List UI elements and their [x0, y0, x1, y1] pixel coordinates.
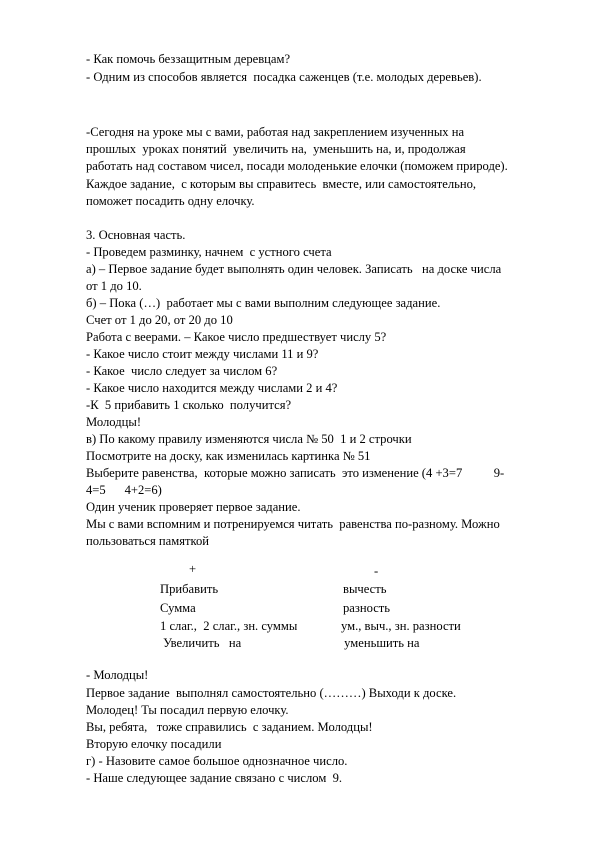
minus-sign: -	[374, 564, 379, 578]
plus-sign: +	[189, 562, 197, 576]
text-line: - Какое число находится между числами 2 и 4?	[86, 381, 338, 395]
text-line: Вы, ребята, тоже справились с заданием. Молодцы!	[86, 720, 373, 734]
text-line: - Какое число следует за числом 6?	[86, 364, 278, 378]
text-line: прошлых уроках понятий увеличить на, уменьшить на, и, продолжая	[86, 142, 466, 156]
text-line: - Какое число стоит между числами 11 и 9?	[86, 347, 319, 361]
text-line: - Как помочь беззащитным деревцам?	[86, 52, 291, 66]
text-line: а) – Первое задание будет выполнять один человек. Записать на доске числа	[86, 262, 502, 276]
text-line: -К 5 прибавить 1 сколько получится?	[86, 398, 292, 412]
text-line: в) По какому правилу изменяются числа № 50 1 и 2 строчки	[86, 432, 412, 446]
memo-term: 1 слаг., 2 слаг., зн. суммы	[160, 619, 298, 633]
text-line: Каждое задание, с которым вы справитесь вместе, или самостоятельно,	[86, 177, 477, 191]
text-line: 4=5 4+2=6)	[86, 483, 162, 497]
text-line: Мы с вами вспомним и потренируемся читать равенства по-разному. Можно	[86, 517, 500, 531]
text-line: Один ученик проверяет первое задание.	[86, 500, 301, 514]
text-line: поможет посадить одну елочку.	[86, 194, 255, 208]
text-line: - Проведем разминку, начнем с устного счета	[86, 245, 332, 259]
memo-term: вычесть	[343, 582, 387, 596]
memo-term: Прибавить	[160, 582, 219, 596]
memo-term: ум., выч., зн. разности	[341, 619, 461, 633]
section-heading: 3. Основная часть.	[86, 228, 186, 242]
text-line: Первое задание выполнял самостоятельно (………) Выходи к доске.	[86, 686, 457, 700]
memo-term: Сумма	[160, 601, 196, 615]
text-line: б) – Пока (…) работает мы с вами выполним следующее задание.	[86, 296, 441, 310]
text-line: - Одним из способов является посадка саженцев (т.е. молодых деревьев).	[86, 70, 482, 84]
text-line: Вторую елочку посадили	[86, 737, 222, 751]
text-line: пользоваться памяткой	[86, 534, 210, 548]
memo-term: уменьшить на	[341, 636, 420, 650]
text-line: - Молодцы!	[86, 668, 149, 682]
text-line: Молодец! Ты посадил первую елочку.	[86, 703, 289, 717]
text-line: от 1 до 10.	[86, 279, 142, 293]
text-line: Выберите равенства, которые можно записать это изменение (4 +3=7 9-	[86, 466, 505, 480]
text-line: Посмотрите на доску, как изменилась картинка № 51	[86, 449, 371, 463]
text-line: г) - Назовите самое большое однозначное число.	[86, 754, 348, 768]
memo-term: Увеличить на	[160, 636, 242, 650]
text-line: Счет от 1 до 20, от 20 до 10	[86, 313, 233, 327]
memo-term: разность	[343, 601, 391, 615]
text-line: -Сегодня на уроке мы с вами, работая над закреплением изученных на	[86, 125, 465, 139]
text-line: Работа с веерами. – Какое число предшествует числу 5?	[86, 330, 387, 344]
text-line: - Наше следующее задание связано с числом 9.	[86, 771, 343, 785]
text-line: Молодцы!	[86, 415, 142, 429]
text-line: работать над составом чисел, посади молоденькие елочки (поможем природе).	[86, 159, 508, 173]
